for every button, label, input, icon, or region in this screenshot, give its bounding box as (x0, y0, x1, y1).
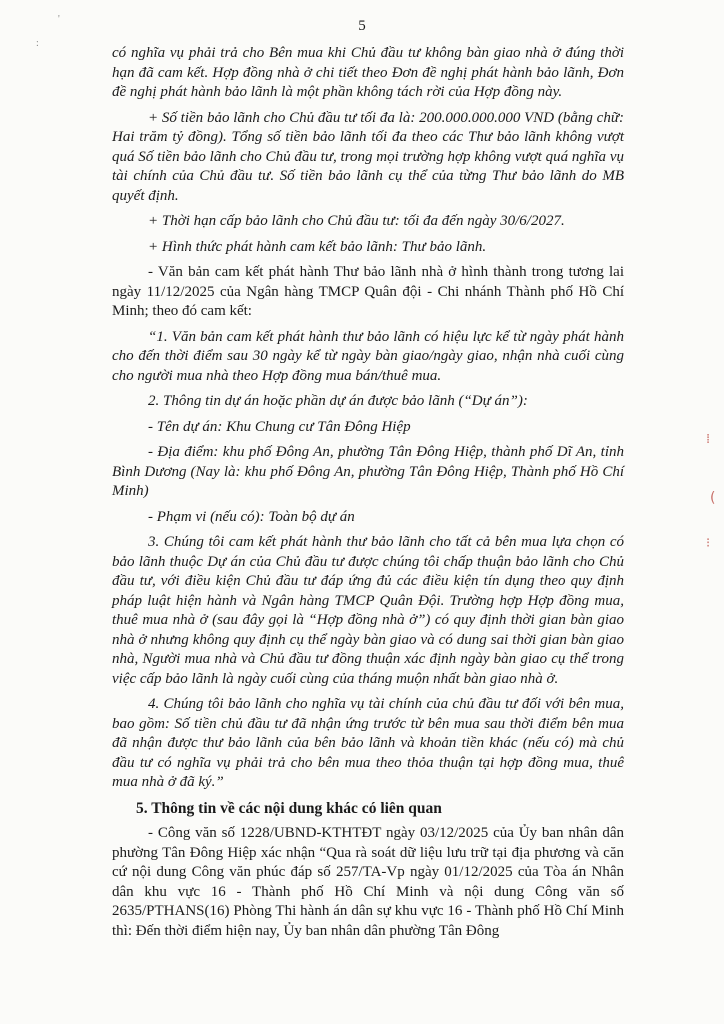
paragraph-project-scope: - Phạm vi (nếu có): Toàn bộ dự án (148, 508, 355, 525)
scan-speck: ' (58, 14, 60, 25)
margin-stamp-mark: ( (710, 490, 716, 506)
paragraph-clause-3: 3. Chúng tôi cam kết phát hành thư bảo lãnh cho tất cả bên mua lựa chọn có bảo lãnh thuộc Dự án của Chủ đầu tư được chúng tôi chấp thuận bảo lãnh cho Chủ đầu tư, với điều kiện Chủ đầu tư đáp ứng đủ các điều kiện tín dụng theo quy định pháp luật hiện hành và Ngân hàng TMCP Quân Đội. Trường hợp Hợp đồng mua, thuê mua nhà ở (sau đây gọi là “Hợp đồng nhà ở”) có quy định thời gian bàn giao nhà ở nhưng không quy định cụ thể ngày bàn giao và có dung sai thời gian bàn giao nhà, Người mua nhà và Chủ đầu tư đồng thuận xác định ngày bàn giao cụ thể trong việc cấp bảo lãnh là ngày cuối cùng của tháng muộn nhất bàn giao nhà ở. (112, 534, 624, 687)
paragraph-clause-1: “1. Văn bản cam kết phát hành thư bảo lãnh có hiệu lực kể từ ngày phát hành cho đến thời điểm sau 30 ngày kể từ ngày bàn giao/ngày giao, nhận nhà cuối cùng cho người mua nhà theo Hợp đồng mua bán/thuê mua. (112, 328, 624, 384)
scan-speck: : (36, 38, 39, 49)
margin-stamp-mark: ⁞ (706, 432, 711, 447)
paragraph-clause-2: 2. Thông tin dự án hoặc phần dự án được bảo lãnh (“Dự án”): (148, 393, 528, 409)
page-number: 5 (358, 18, 366, 34)
document-body (112, 44, 624, 947)
paragraph-guarantee-term: + Thời hạn cấp bảo lãnh cho Chủ đầu tư: tối đa đến ngày 30/6/2027. (148, 213, 565, 229)
paragraph-continuation: có nghĩa vụ phải trả cho Bên mua khi Chủ đầu tư không bàn giao nhà ở đúng thời hạn đã cam kết. Hợp đồng nhà ở chi tiết theo Đơn đề nghị phát hành bảo lãnh, Đơn đề nghị phát hành bảo lãnh là một phần không tách rời của Hợp đồng này. (112, 45, 624, 100)
paragraph-clause-4: 4. Chúng tôi bảo lãnh cho nghĩa vụ tài chính của chủ đầu tư đối với bên mua, bao gồm: Số tiền chủ đầu tư đã nhận ứng trước từ bên mua sau thời điểm bên mua đã nhận được thư bảo lãnh của bên bảo lãnh và khoản tiền khác (nếu có) mà chủ đầu tư có nghĩa vụ phải trả cho bên mua theo thỏa thuận tại hợp đồng mua, thuê mua nhà ở đã ký.” (112, 696, 624, 790)
paragraph-guarantee-amount: + Số tiền bảo lãnh cho Chủ đầu tư tối đa là: 200.000.000.000 VND (bằng chữ: Hai trăm tỷ đồng). Tổng số tiền bảo lãnh tối đa theo các Thư bảo lãnh không vượt quá Số tiền bảo lãnh cho Chủ đầu tư, trong mọi trường hợp không vượt quá nghĩa vụ tài chính của Chủ đầu tư. Số tiền bảo lãnh cụ thể của từng Thư bảo lãnh do MB quyết định. (112, 109, 624, 204)
section-heading: 5. Thông tin về các nội dung khác có liên quan (136, 799, 442, 817)
paragraph-commitment-letter: - Văn bản cam kết phát hành Thư bảo lãnh nhà ở hình thành trong tương lai ngày 11/12/2025 của Ngân hàng TMCP Quân đội - Chi nhánh Thành phố Hồ Chí Minh; theo đó cam kết: (112, 264, 624, 319)
paragraph-project-location: - Địa điểm: khu phố Đông An, phường Tân Đông Hiệp, thành phố Dĩ An, tỉnh Bình Dương (Nay là: khu phố Đông An, phường Tân Đông Hiệp, Thành phố Hồ Chí Minh) (112, 444, 624, 499)
paragraph-project-name: - Tên dự án: Khu Chung cư Tân Đông Hiệp (148, 418, 411, 435)
paragraph-guarantee-form: + Hình thức phát hành cam kết bảo lãnh: Thư bảo lãnh. (148, 238, 487, 255)
paragraph-official-letter: - Công văn số 1228/UBND-KTHTĐT ngày 03/12/2025 của Ủy ban nhân dân phường Tân Đông Hiệp xác nhận “Qua rà soát dữ liệu lưu trữ tại địa phương và căn cứ nội dung Công văn phúc đáp số 257/TA-Vp ngày 01/12/2025 của Tòa án Nhân dân khu vực 16 - Thành phố Hồ Chí Minh và nội dung Công văn số 2635/PTHANS(16) Phòng Thi hành án dân sự khu vực 16 - Thành phố Hồ Chí Minh thì: Đến thời điểm hiện nay, Ủy ban nhân dân phường Tân Đông (112, 825, 624, 939)
margin-stamp-mark: ⁝ (706, 536, 711, 551)
